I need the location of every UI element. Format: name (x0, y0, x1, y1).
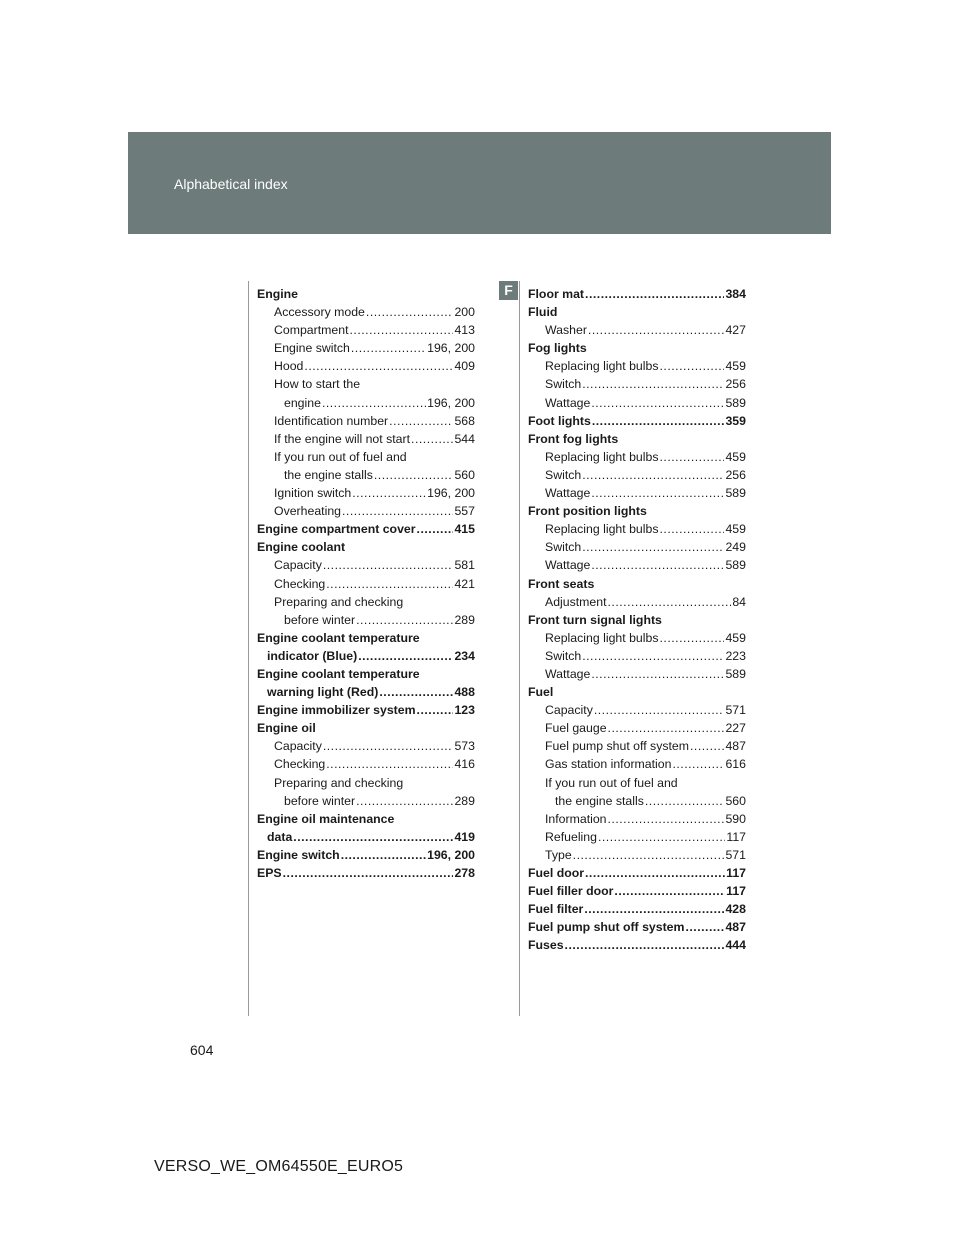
index-entry-label: If you run out of fuel and (545, 775, 678, 790)
index-entry-page: 289 (454, 612, 475, 627)
index-entry-label: If you run out of fuel and (274, 449, 407, 464)
index-entry-page: 413 (454, 323, 475, 338)
leader-dots (366, 303, 454, 321)
index-entry-page: 444 (725, 938, 746, 953)
index-entry (528, 575, 746, 593)
index-entry-label: Switch (545, 540, 582, 555)
index-entry-page: 289 (454, 793, 475, 808)
leader-dots (585, 864, 725, 882)
index-entry-label: EPS (257, 866, 282, 880)
index-entry-page: 487 (725, 739, 746, 754)
index-entry (257, 810, 475, 828)
leader-dots (598, 828, 725, 846)
leader-dots (582, 466, 724, 484)
index-entry (257, 864, 475, 882)
index-entry (257, 430, 475, 448)
index-entry-label: Type (545, 847, 572, 862)
index-entry-label: Front position lights (528, 504, 647, 519)
index-entry (528, 303, 746, 321)
leader-dots (659, 629, 724, 647)
leader-dots (594, 701, 725, 719)
index-entry-label: Engine coolant temperature (257, 666, 420, 681)
index-entry-label: Fluid (528, 305, 558, 320)
index-entry-page: 589 (725, 558, 746, 573)
leader-dots (374, 466, 454, 484)
leader-dots (608, 810, 725, 828)
index-entry-label: Replacing light bulbs (545, 522, 659, 537)
index-entry-label: Hood (274, 359, 304, 374)
index-entry-label: Engine compartment cover (257, 522, 416, 537)
index-entry-label: Front fog lights (528, 431, 619, 446)
index-entry-page: 557 (454, 504, 475, 519)
index-entry (528, 339, 746, 357)
leader-dots (608, 593, 732, 611)
index-entry-page: 117 (726, 884, 746, 899)
index-entry-page: 459 (725, 359, 746, 374)
index-entry (528, 484, 746, 502)
leader-dots (341, 846, 426, 864)
index-entry (528, 936, 746, 954)
index-entry-page: 571 (725, 703, 746, 718)
index-entry (257, 448, 475, 466)
index-entry-label: Front turn signal lights (528, 612, 662, 627)
index-entry-page: 459 (725, 449, 746, 464)
index-entry (257, 792, 475, 810)
index-entry-page: 544 (454, 431, 475, 446)
leader-dots (350, 321, 454, 339)
leader-dots (342, 502, 453, 520)
index-entry (257, 520, 475, 538)
index-entry-page: 589 (725, 395, 746, 410)
index-entry-page: 488 (454, 685, 475, 700)
leader-dots (358, 647, 453, 665)
index-entry-page: 459 (725, 522, 746, 537)
index-entry-page: 428 (725, 902, 746, 917)
index-entry-label: Wattage (545, 666, 591, 681)
index-entry-label: Wattage (545, 395, 591, 410)
index-entry (257, 683, 475, 701)
index-entry-label: Fuel pump shut off system (528, 920, 685, 935)
index-entry (257, 665, 475, 683)
index-entry-page: 227 (725, 721, 746, 736)
index-entry (528, 792, 746, 810)
leader-dots (565, 936, 725, 954)
index-entry (528, 394, 746, 412)
index-entry-page: 359 (725, 413, 746, 428)
leader-dots (411, 430, 453, 448)
index-entry-page: 415 (454, 522, 475, 537)
leader-dots (690, 737, 724, 755)
index-entry-page: 123 (454, 703, 475, 718)
index-entry (528, 502, 746, 520)
index-entry (528, 882, 746, 900)
index-entry-page: 616 (725, 757, 746, 772)
index-entry-label: Capacity (545, 703, 593, 718)
index-entry-page: 427 (725, 323, 746, 338)
index-entry (257, 412, 475, 430)
index-entry (257, 719, 475, 737)
index-entry-label: Fuses (528, 938, 564, 953)
index-entry-label: Checking (274, 757, 326, 772)
index-entry-page: 589 (725, 486, 746, 501)
index-entry-label: Foot lights (528, 413, 591, 428)
index-entry-page: 196, 200 (427, 395, 475, 410)
index-entry-page: 117 (726, 829, 746, 844)
leader-dots (672, 755, 724, 773)
index-entry (257, 737, 475, 755)
index-entry-page: 200 (454, 305, 475, 320)
leader-dots (591, 394, 724, 412)
index-entry (528, 737, 746, 755)
index-entry-label: Adjustment (545, 594, 607, 609)
index-entry-page: 234 (454, 648, 475, 663)
index-entry-page: 196, 200 (427, 486, 475, 501)
index-entry-page: 384 (725, 287, 746, 301)
index-entry-label: Identification number (274, 413, 389, 428)
index-entry (528, 593, 746, 611)
index-entry (257, 846, 475, 864)
page-header (128, 132, 831, 234)
index-entry (257, 466, 475, 484)
leader-dots (582, 375, 724, 393)
index-entry (528, 556, 746, 574)
leader-dots (304, 357, 453, 375)
index-entry-label: Engine switch (274, 341, 350, 356)
index-entry-label: Fuel gauge (545, 721, 607, 736)
leader-dots (323, 737, 454, 755)
index-entry-label: Compartment (274, 323, 349, 338)
index-entry (257, 484, 475, 502)
index-entry-label: How to start the (274, 377, 361, 392)
document-code: VERSO_WE_OM64550E_EURO5 (154, 1158, 404, 1175)
index-entry (257, 701, 475, 719)
leader-dots (417, 701, 454, 719)
leader-dots (351, 339, 426, 357)
index-entry (528, 846, 746, 864)
index-entry (257, 774, 475, 792)
leader-dots (379, 683, 453, 701)
index-entry-page: 256 (725, 377, 746, 392)
index-entry-label: indicator (Blue) (267, 648, 358, 663)
index-entry-label: Replacing light bulbs (545, 630, 659, 645)
index-entry (257, 611, 475, 629)
index-entry-label: Preparing and checking (274, 594, 404, 609)
index-entry-label: Fuel filter (528, 902, 584, 917)
index-entry-label: Washer (545, 323, 587, 338)
leader-dots (322, 394, 426, 412)
index-entry (528, 430, 746, 448)
index-entry-label: Preparing and checking (274, 775, 404, 790)
index-entry-label: Front seats (528, 576, 595, 591)
leader-dots (582, 538, 724, 556)
index-entry-label: warning light (Red) (267, 685, 379, 700)
index-entry (528, 647, 746, 665)
index-entry-label: Engine oil maintenance (257, 811, 395, 826)
index-entry-label: Gas station information (545, 757, 672, 772)
leader-dots (283, 864, 454, 882)
index-entry (257, 538, 475, 556)
index-entry-label: Refueling (545, 829, 597, 844)
index-entry (528, 520, 746, 538)
index-entry-page: 416 (454, 757, 475, 772)
index-entry-label: Floor mat (528, 287, 585, 301)
index-entry (257, 321, 475, 339)
index-entry (528, 701, 746, 719)
leader-dots (352, 484, 426, 502)
column-divider-right (519, 281, 520, 1016)
index-entry-page: 117 (726, 866, 746, 880)
leader-dots (659, 448, 724, 466)
leader-dots (592, 412, 725, 430)
index-entry (528, 864, 746, 882)
index-entry (257, 502, 475, 520)
index-entry-page: 278 (454, 866, 475, 880)
index-entry-label: Fuel filler door (528, 884, 614, 899)
index-entry (257, 647, 475, 665)
index-entry (528, 629, 746, 647)
index-entry (257, 629, 475, 647)
leader-dots (591, 556, 724, 574)
leader-dots (582, 647, 724, 665)
index-entry-page: 487 (725, 920, 746, 935)
index-entry-label: Fog lights (528, 341, 587, 356)
index-entry (528, 538, 746, 556)
index-entry-label: Fuel pump shut off system (545, 739, 689, 754)
index-entry-label: before winter (284, 612, 356, 627)
index-entry-page: 223 (725, 648, 746, 663)
index-entry-label: Engine switch (257, 847, 340, 862)
index-entry-label: Ignition switch (274, 486, 352, 501)
index-entry (528, 285, 746, 303)
index-entry-page: 573 (454, 739, 475, 754)
index-entry (257, 828, 475, 846)
index-entry-page: 560 (725, 793, 746, 808)
index-entry-page: 409 (454, 359, 475, 374)
index-entry (528, 918, 746, 936)
index-entry (528, 719, 746, 737)
index-entry-page: 249 (725, 540, 746, 555)
leader-dots (585, 285, 724, 303)
index-entry (257, 303, 475, 321)
index-entry (257, 375, 475, 393)
index-entry-label: Capacity (274, 739, 322, 754)
index-entry-label: Replacing light bulbs (545, 359, 659, 374)
index-entry (528, 448, 746, 466)
index-entry-label: Accessory mode (274, 305, 365, 320)
leader-dots (591, 665, 724, 683)
index-entry-page: 589 (725, 666, 746, 681)
index-entry (528, 683, 746, 701)
index-column-left (257, 285, 475, 882)
index-entry-label: the engine stalls (284, 467, 373, 482)
leader-dots (588, 321, 725, 339)
index-entry-label: Engine coolant temperature (257, 630, 420, 645)
index-entry (257, 593, 475, 611)
leader-dots (356, 611, 453, 629)
index-entry (528, 357, 746, 375)
index-entry-label: If the engine will not start (274, 431, 411, 446)
index-entry (257, 556, 475, 574)
index-entry-page: 419 (454, 829, 475, 844)
index-entry (257, 575, 475, 593)
index-entry-label: data (267, 829, 293, 844)
index-column-right (528, 285, 746, 954)
index-entry-label: Wattage (545, 558, 591, 573)
leader-dots (614, 882, 725, 900)
leader-dots (356, 792, 453, 810)
index-entry-label: Switch (545, 467, 582, 482)
section-letter-tab: F (499, 281, 518, 300)
page-number: 604 (190, 1042, 214, 1058)
leader-dots (417, 520, 454, 538)
index-entry (528, 375, 746, 393)
index-entry (528, 665, 746, 683)
index-entry-label: Fuel door (528, 866, 585, 880)
index-entry-page: 196, 200 (427, 847, 475, 862)
index-entry-label: Replacing light bulbs (545, 449, 659, 464)
leader-dots (591, 484, 724, 502)
leader-dots (659, 357, 724, 375)
index-entry (257, 394, 475, 412)
index-entry-page: 568 (454, 413, 475, 428)
index-entry (257, 285, 475, 303)
index-entry-label: Capacity (274, 558, 322, 573)
index-entry-label: Switch (545, 648, 582, 663)
index-entry-label: Switch (545, 377, 582, 392)
index-entry-page: 421 (454, 576, 475, 591)
index-entry-page: 590 (725, 811, 746, 826)
index-entry (528, 755, 746, 773)
column-divider-left (248, 281, 249, 1016)
leader-dots (608, 719, 725, 737)
leader-dots (389, 412, 453, 430)
leader-dots (584, 900, 724, 918)
index-entry (528, 611, 746, 629)
index-entry-label: Wattage (545, 486, 591, 501)
index-entry (528, 828, 746, 846)
index-entry (257, 357, 475, 375)
index-entry-label: engine (284, 395, 321, 410)
index-entry (528, 774, 746, 792)
index-entry-label: Engine immobilizer system (257, 703, 416, 718)
index-entry (528, 900, 746, 918)
index-entry-page: 560 (454, 467, 475, 482)
index-entry (528, 412, 746, 430)
leader-dots (685, 918, 724, 936)
index-entry-page: 459 (725, 630, 746, 645)
leader-dots (326, 755, 453, 773)
leader-dots (573, 846, 725, 864)
index-entry (257, 339, 475, 357)
leader-dots (323, 556, 454, 574)
leader-dots (293, 828, 453, 846)
index-entry-page: 196, 200 (427, 341, 475, 356)
index-entry-page: 581 (454, 558, 475, 573)
index-entry-page: 571 (725, 847, 746, 862)
index-entry (528, 321, 746, 339)
index-entry (257, 755, 475, 773)
index-entry-label: Fuel (528, 685, 554, 700)
header-title: Alphabetical index (174, 176, 288, 192)
index-entry-label: Engine (257, 287, 298, 301)
leader-dots (659, 520, 724, 538)
index-entry-label: Information (545, 811, 607, 826)
index-entry-label: Overheating (274, 504, 341, 519)
index-entry-page: 256 (725, 467, 746, 482)
index-entry-label: the engine stalls (555, 793, 644, 808)
index-entry-label: Engine coolant (257, 540, 346, 555)
index-entry (528, 466, 746, 484)
leader-dots (645, 792, 725, 810)
index-entry-label: Checking (274, 576, 326, 591)
index-entry-label: before winter (284, 793, 356, 808)
index-entry (528, 810, 746, 828)
index-entry-label: Engine oil (257, 721, 316, 736)
leader-dots (326, 575, 453, 593)
index-entry-page: 84 (732, 594, 746, 609)
